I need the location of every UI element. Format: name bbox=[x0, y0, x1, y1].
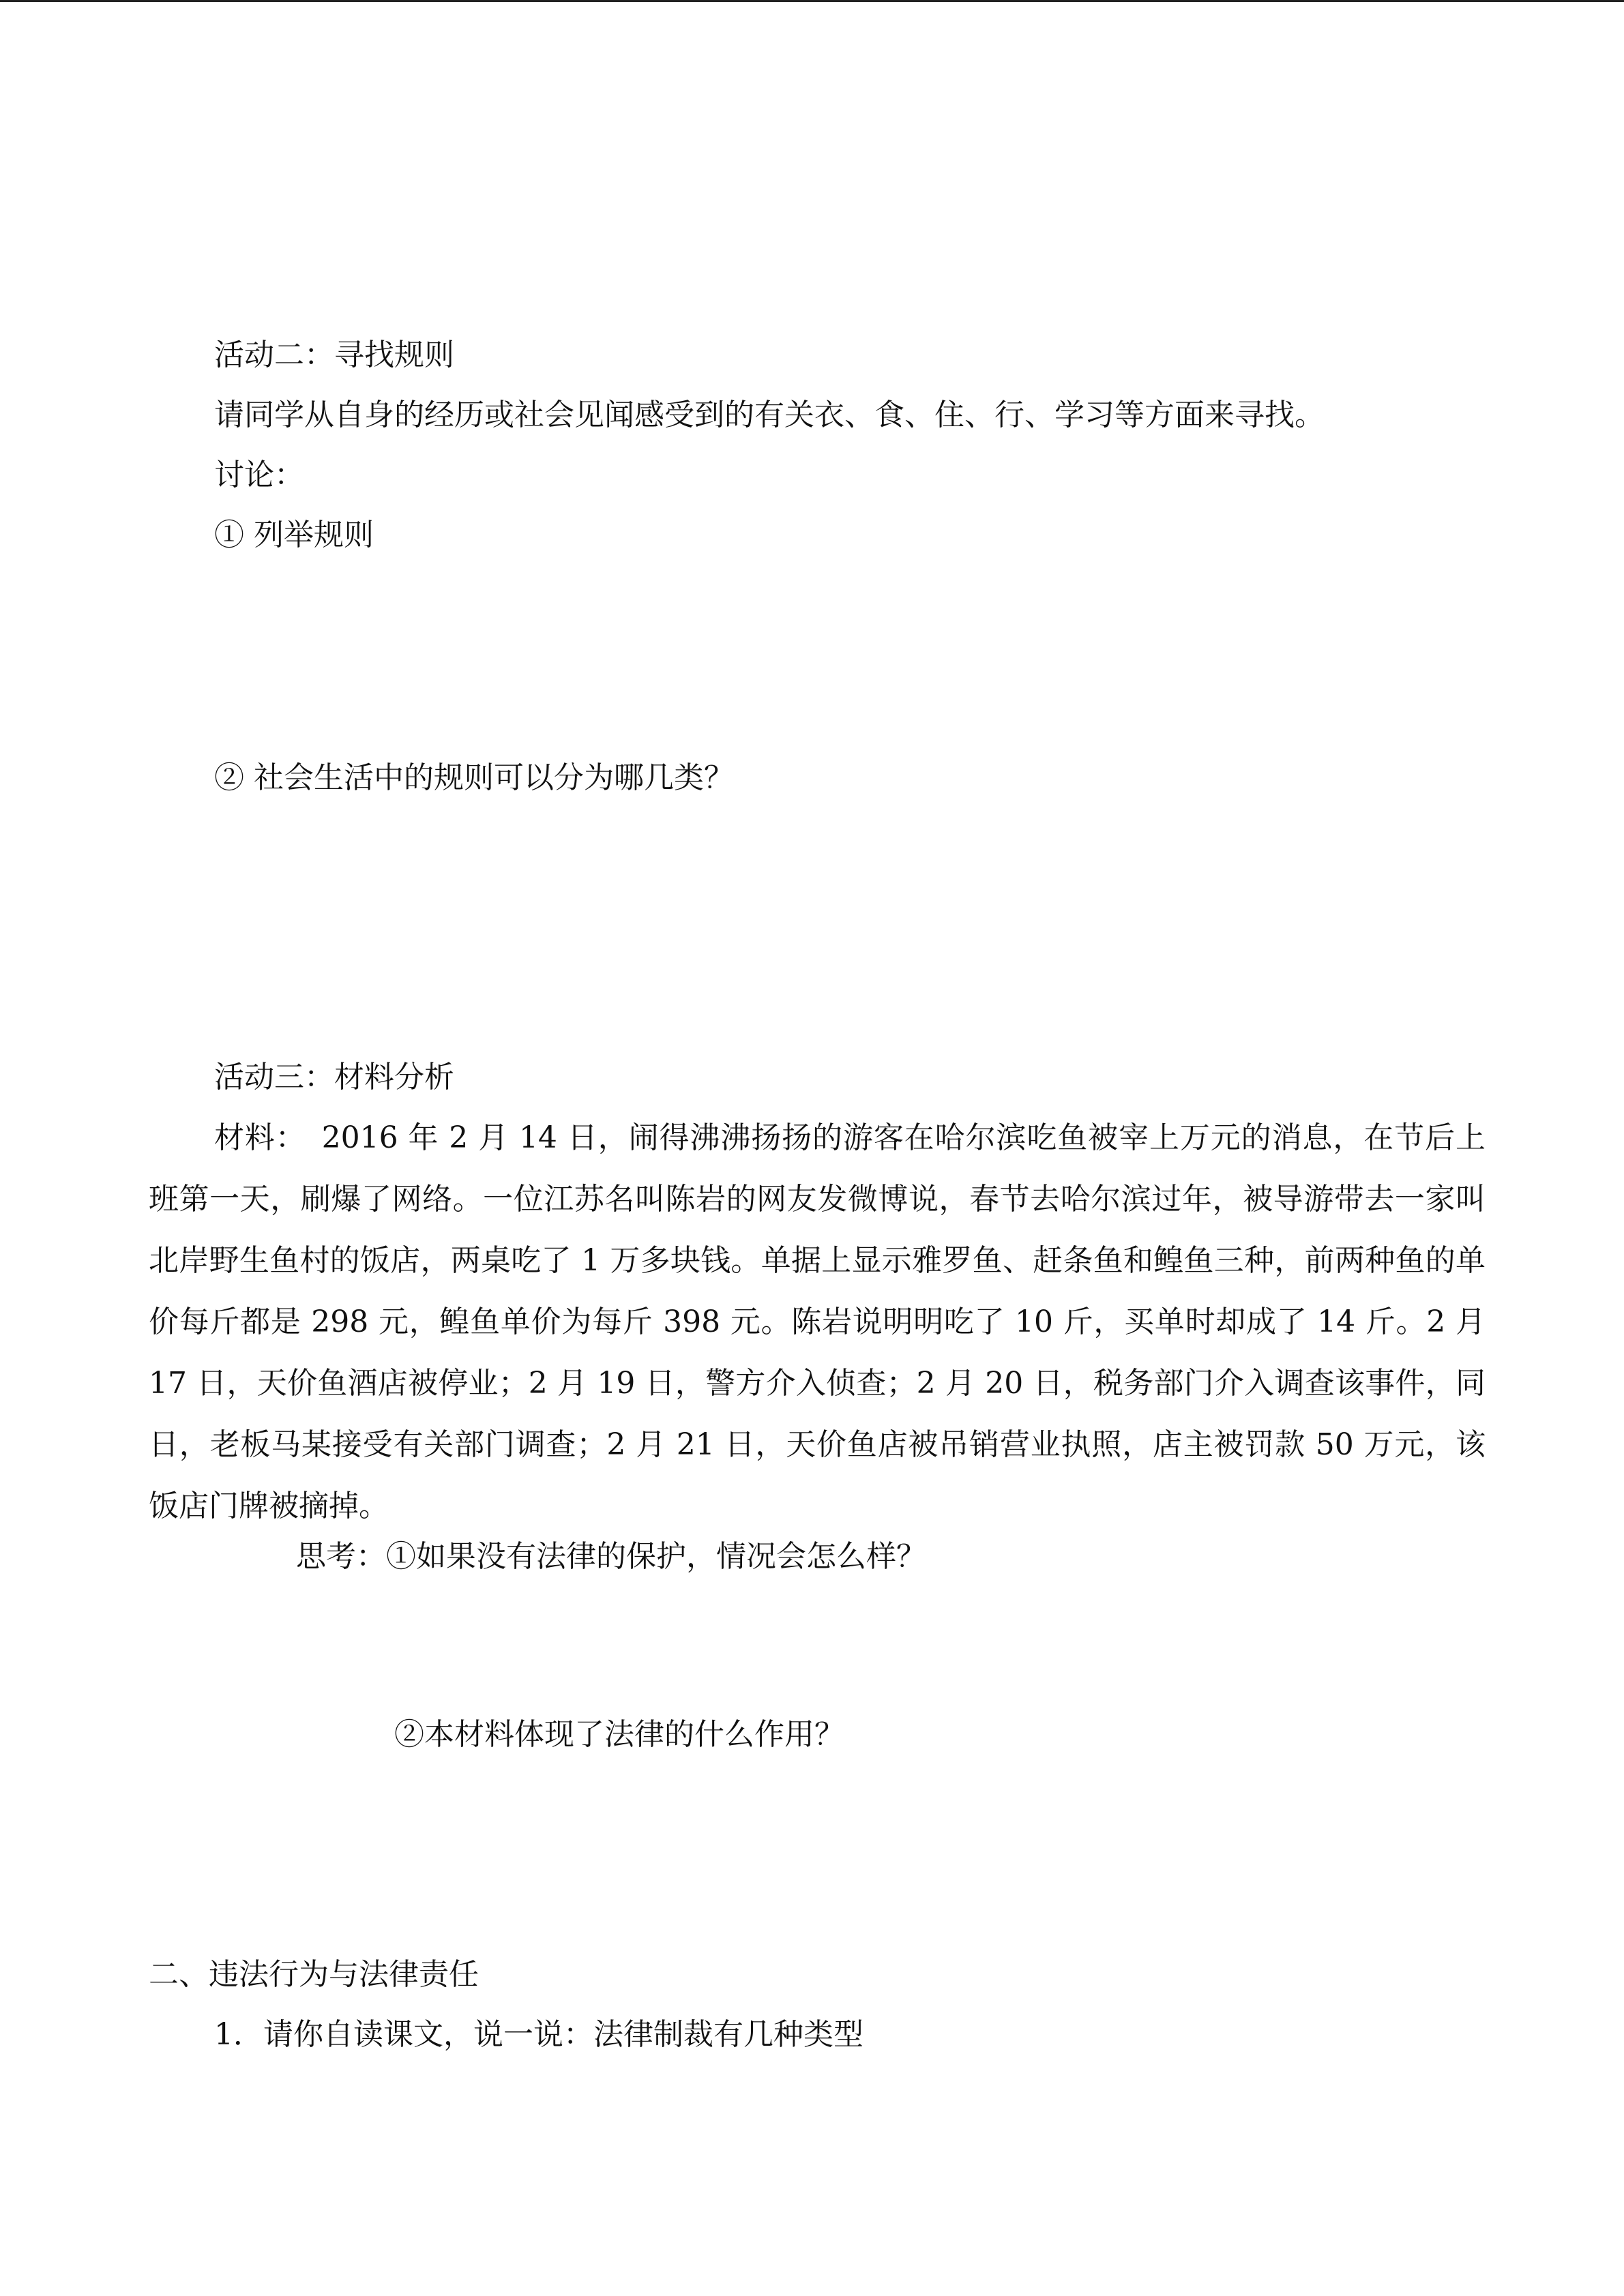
section2-title: 二、违法行为与法律责任 bbox=[149, 1957, 479, 1992]
question-list-rules: ① 列举规则 bbox=[214, 518, 374, 552]
discussion-label: 讨论： bbox=[214, 458, 304, 492]
activity3-title: 活动三：材料分析 bbox=[214, 1060, 454, 1094]
activity2-instruction: 请同学从自身的经历或社会见闻感受到的有关衣、食、住、行、学习等方面来寻找。 bbox=[214, 398, 1325, 432]
think-question-2: ②本材料体现了法律的什么作用？ bbox=[394, 1717, 844, 1752]
material-paragraph: 材料： 2016 年 2 月 14 日，闹得沸沸扬扬的游客在哈尔滨吃鱼被宰上万元的消息，在节后上班第一天，刷爆了网络。一位江苏名叫陈岩的网友发微博说，春节去哈尔滨过年，被导游带去一家叫北岸野生鱼村的饭店，两桌吃了 1 万多块钱。单据上显示雅罗鱼、赶条鱼和鳇鱼三种，前两种鱼的单价每斤都是 298 元，鳇鱼单价为每斤 398 元。陈岩说明明吃了 10 斤，买单时却成了 14 斤。2 月 17 日，天价鱼酒店被停业；2 月 19 日，警方介入侦查；2 月 20 日，税务部门介入调查该事件，同日，老板马某接受有关部门调查；2 月 21 日，天价鱼店被吊销营业执照，店主被罚款 50 万元，该饭店门牌被摘掉。 bbox=[149, 1120, 1486, 1523]
question-rule-categories: ② 社会生活中的规则可以分为哪几类？ bbox=[214, 760, 734, 795]
activity2-title: 活动二：寻找规则 bbox=[214, 338, 454, 372]
think-question-1: 思考：①如果没有法律的保护，情况会怎么样？ bbox=[296, 1539, 926, 1574]
section2-item1: 1．请你自读课文，说一说：法律制裁有几种类型 bbox=[214, 2017, 863, 2052]
top-border bbox=[0, 0, 1624, 2]
